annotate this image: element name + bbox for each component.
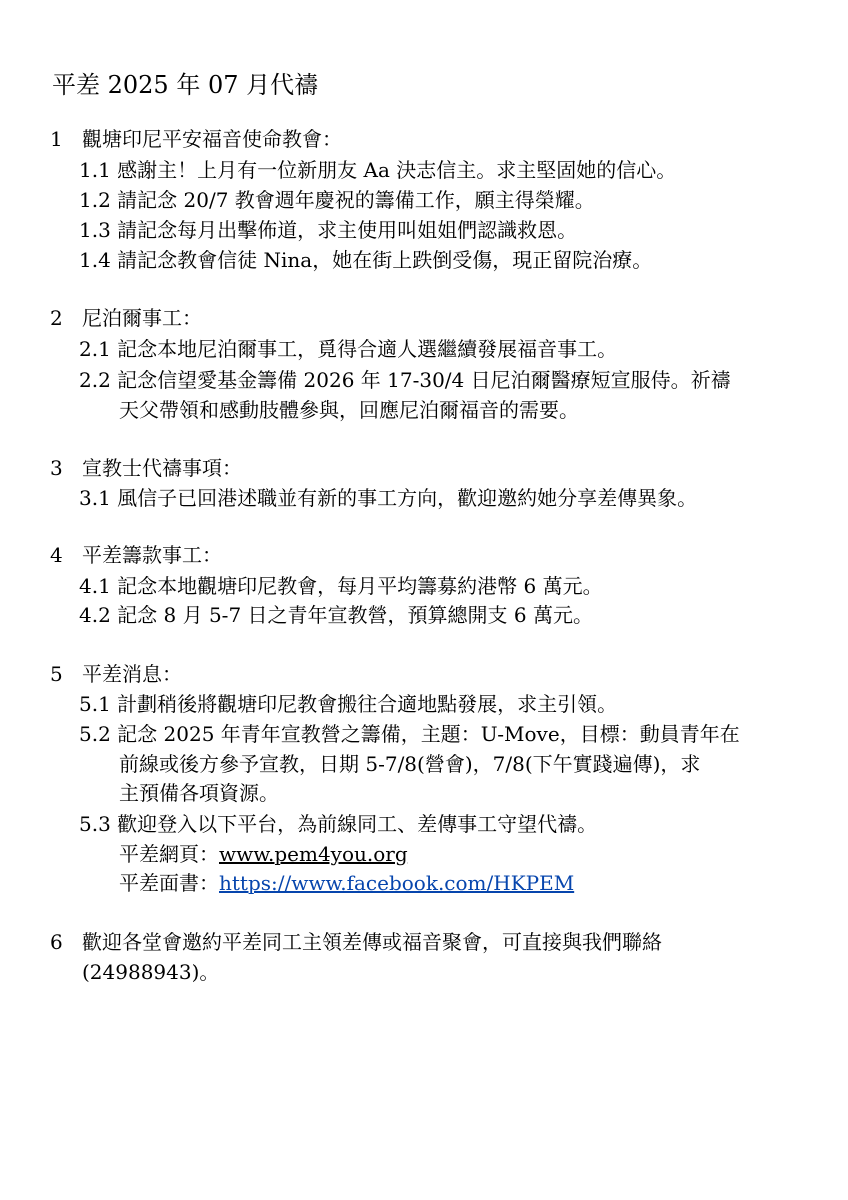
list-item: 1.2 請記念 20/7 教會週年慶祝的籌備工作，願主得榮耀。 [79,188,595,212]
list-item: 2.2 記念信望愛基金籌備 2026 年 17-30/4 日尼泊爾醫療短宣服侍。祈禱 [79,368,731,392]
list-item-continuation: 天父帶領和感動肢體參與，回應尼泊爾福音的需要。 [119,398,579,422]
list-item: 1.3 請記念每月出擊佈道，求主使用叫姐姐們認識救恩。 [79,218,578,242]
section-number: 6 [50,930,63,954]
section-heading: 平差消息： [82,662,182,686]
section-number: 2 [50,306,63,330]
section-heading: 宣教士代禱事項： [82,456,242,480]
page-title: 平差 2025 年 07 月代禱 [52,71,319,99]
facebook-line [119,869,574,897]
section-number: 1 [50,127,63,151]
section-number: 3 [50,456,63,480]
list-item: 5.1 計劃稍後將觀塘印尼教會搬往合適地點發展，求主引領。 [79,692,618,716]
list-item: 4.1 記念本地觀塘印尼教會，每月平均籌募約港幣 6 萬元。 [79,574,603,598]
list-item: 4.2 記念 8 月 5-7 日之青年宣教營，預算總開支 6 萬元。 [79,603,593,627]
facebook-link[interactable]: https://www.facebook.com/HKPEM [219,871,575,895]
list-item: 5.3 歡迎登入以下平台，為前線同工、差傳事工守望代禱。 [79,812,598,836]
facebook-label: 平差面書： [119,871,219,895]
website-link[interactable]: www.pem4you.org [219,842,408,866]
section-heading: 歡迎各堂會邀約平差同工主領差傳或福音聚會，可直接與我們聯絡 [82,930,662,954]
section-number: 4 [50,543,63,567]
section-heading: 平差籌款事工： [82,543,222,567]
section-heading: 尼泊爾事工： [82,306,202,330]
section-heading: 觀塘印尼平安福音使命教會： [82,127,342,151]
list-item-continuation: 前線或後方參予宣教，日期 5-7/8(營會)，7/8(下午實踐遍傳)，求 [119,752,701,776]
list-item: 2.1 記念本地尼泊爾事工，覓得合適人選繼續發展福音事工。 [79,337,618,361]
list-item: 5.2 記念 2025 年青年宣教營之籌備，主題：U-Move，目標：動員青年在 [79,722,740,746]
website-label: 平差網頁： [119,842,219,866]
list-item: 1.1 感謝主！上月有一位新朋友 Aa 決志信主。求主堅固她的信心。 [79,158,677,182]
list-item-continuation: 主預備各項資源。 [119,781,279,805]
section-number: 5 [50,662,63,686]
list-item: 1.4 請記念教會信徒 Nina，她在街上跌倒受傷，現正留院治療。 [79,248,653,272]
section-heading-continuation: (24988943)。 [82,960,220,984]
list-item: 3.1 風信子已回港述職並有新的事工方向，歡迎邀約她分享差傳異象。 [79,486,698,510]
website-line [119,840,408,868]
